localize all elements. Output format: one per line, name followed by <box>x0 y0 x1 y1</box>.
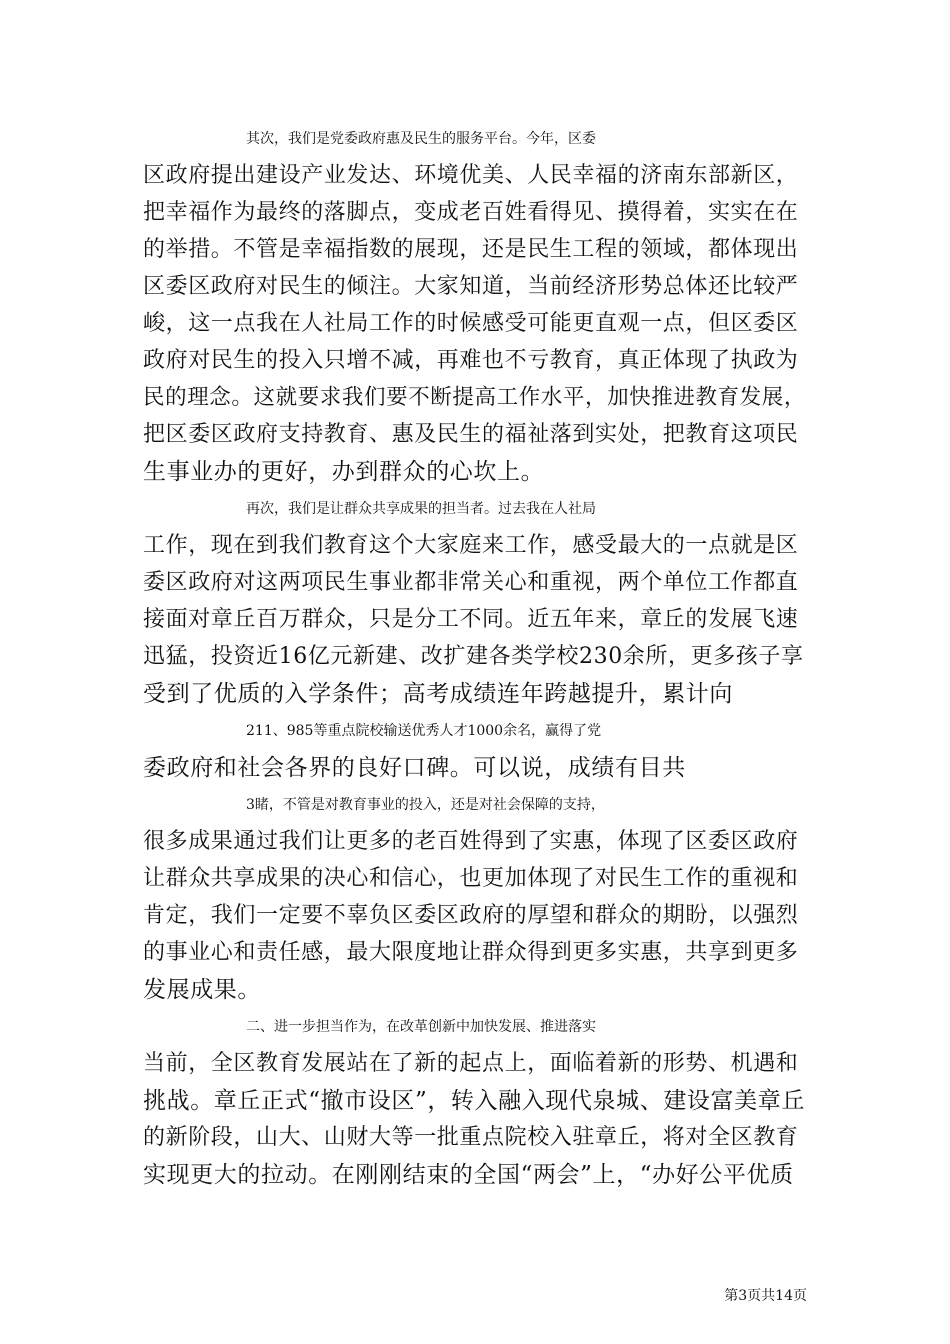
text-line: 区政府提出建设产业发达、环境优美、人民幸福的济南东部新区， <box>143 163 799 188</box>
text-line: 的举措。不管是幸福指数的展现，还是民生工程的领域，都体现出 <box>143 237 799 262</box>
text-line: 实现更大的拉动。在刚刚结束的全国“两会”上，“办好公平优质 <box>143 1162 794 1188</box>
text-line: 肯定，我们一定要不辜负区委区政府的厚望和群众的期盼，以强烈 <box>143 903 799 928</box>
text-line: 把区委区政府支持教育、惠及民生的福祉落到实处，把教育这项民 <box>143 422 799 447</box>
text-line: 挑战。章丘正式“撤市设区”，转入融入现代泉城、建设富美章丘 <box>143 1088 805 1114</box>
text-line: 生事业办的更好，办到群众的心坎上。 <box>143 459 545 485</box>
section-heading: 二、进一步担当作为，在改革创新中加快发展、推进落实 <box>246 1019 596 1035</box>
text-line: 发展成果。 <box>143 977 261 1003</box>
text-line: 峻，这一点我在人社局工作的时候感受可能更直观一点，但区委区 <box>143 311 799 336</box>
text-line: 211、985等重点院校输送优秀人才1000余名，赢得了党 <box>246 723 602 739</box>
text-line: 委政府和社会各界的良好口碑。可以说，成绩有目共 <box>143 755 686 781</box>
text-line: 的新阶段，山大、山财大等一批重点院校入驻章丘，将对全区教育 <box>143 1125 799 1150</box>
text-line: 委区政府对这两项民生事业都非常关心和重视，两个单位工作都直 <box>143 570 799 595</box>
text-line: 工作，现在到我们教育这个大家庭来工作，感受最大的一点就是区 <box>143 533 799 558</box>
text-line: 迅猛，投资近16亿元新建、改扩建各类学校230余所，更多孩子享 <box>143 644 804 669</box>
page-number: 第3页共14页 <box>724 1288 807 1304</box>
text-line: 让群众共享成果的决心和信心，也更加体现了对民生工作的重视和 <box>143 866 799 891</box>
text-line: 民的理念。这就要求我们要不断提高工作水平，加快推进教育发展， <box>143 385 807 410</box>
text-line: 政府对民生的投入只增不减，再难也不亏教育，真正体现了执政为 <box>143 348 799 373</box>
text-line: 再次，我们是让群众共享成果的担当者。过去我在人社局 <box>246 501 596 517</box>
text-line: 把幸福作为最终的落脚点，变成老百姓看得见、摸得着，实实在在 <box>143 200 799 225</box>
text-line: 区委区政府对民生的倾注。大家知道，当前经济形势总体还比较严 <box>143 274 799 299</box>
text-line: 其次，我们是党委政府惠及民生的服务平台。今年，区委 <box>246 131 596 147</box>
text-line: 3睹，不管是对教育事业的投入，还是对社会保障的支持， <box>246 797 605 813</box>
text-line: 当前，全区教育发展站在了新的起点上，面临着新的形势、机遇和 <box>143 1051 799 1076</box>
text-line: 的事业心和责任感，最大限度地让群众得到更多实惠，共享到更多 <box>143 940 799 965</box>
text-line: 接面对章丘百万群众，只是分工不同。近五年来，章丘的发展飞速 <box>143 607 799 632</box>
text-line: 受到了优质的入学条件；高考成绩连年跨越提升，累计向 <box>143 681 733 707</box>
text-line: 很多成果通过我们让更多的老百姓得到了实惠，体现了区委区政府 <box>143 829 799 854</box>
